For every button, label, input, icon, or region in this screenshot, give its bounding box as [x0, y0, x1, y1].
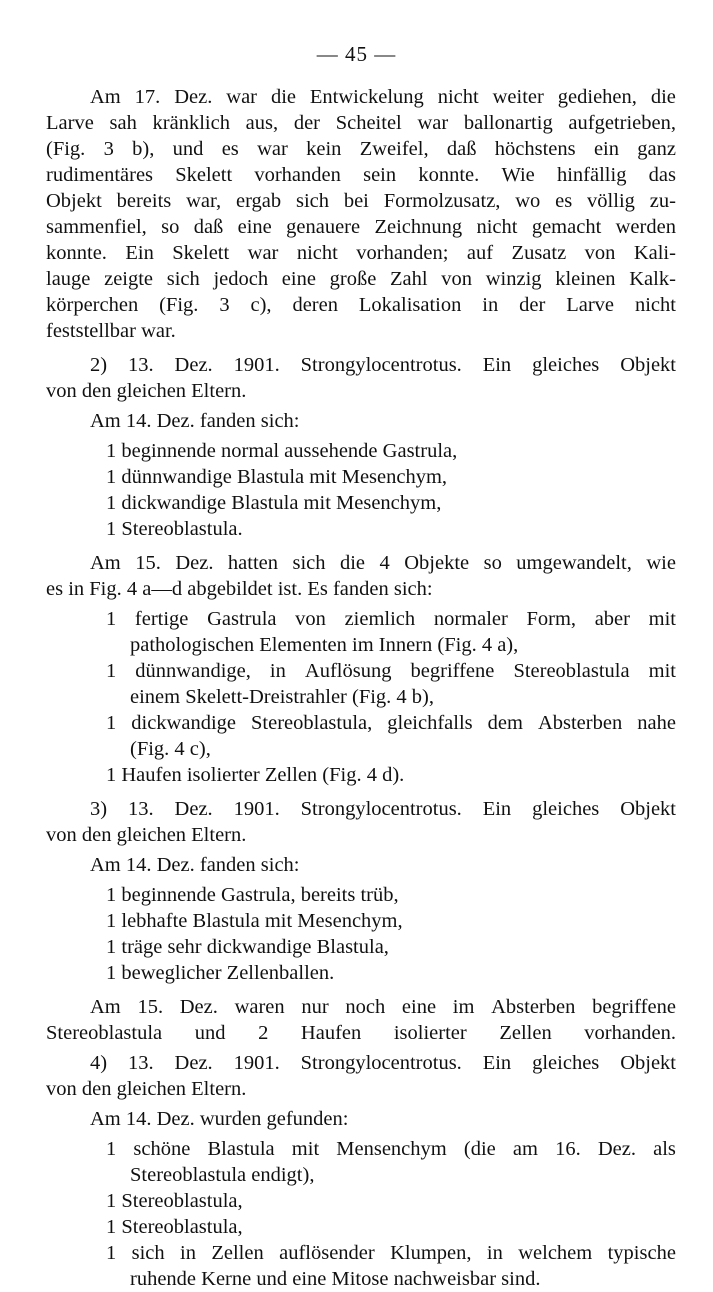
word: Haufen [300, 1022, 362, 1044]
word: die [270, 86, 296, 108]
word: ergab [235, 190, 282, 212]
word: 13. [128, 1052, 154, 1074]
list-item: 1 Stereoblastula. [106, 518, 243, 540]
word: Stereoblastula [513, 660, 630, 682]
word: 1 [106, 660, 117, 682]
word: Wie [501, 164, 535, 186]
word: der [519, 294, 546, 316]
word: umgewandelt, [516, 552, 632, 574]
word: rudimentäres [46, 164, 154, 186]
word: aufgetrieben, [568, 112, 676, 134]
word: wie [646, 552, 676, 574]
word: Am [90, 552, 121, 574]
word: Stereoblastula [46, 1022, 163, 1044]
word: gemacht [531, 216, 602, 238]
text-line: von den gleichen Eltern. [46, 824, 247, 846]
word: am [512, 1138, 538, 1160]
word: war [247, 242, 279, 264]
word: hinfällig [556, 164, 627, 186]
word: Zellen [499, 1022, 552, 1044]
word: so [161, 216, 180, 238]
word: Objekt [620, 354, 676, 376]
word: Dez. [179, 996, 218, 1018]
word: körperchen [46, 294, 139, 316]
word: Formolzusatz, [383, 190, 501, 212]
word: 4) [90, 1052, 108, 1074]
word: 13. [128, 798, 154, 820]
word: (Fig. [46, 138, 86, 160]
word: Stereoblastula, [251, 712, 373, 734]
list-item: 1 Haufen isolierter Zellen (Fig. 4 d). [106, 764, 405, 786]
list-item: 1 dickwandige Blastula mit Mesenchym, [106, 492, 442, 514]
text-line: feststellbar war. [46, 320, 176, 342]
word: typische [607, 1242, 676, 1264]
word: begriffene [410, 660, 495, 682]
word: 13. [128, 354, 154, 376]
word: mit [648, 608, 676, 630]
list-item [46, 1240, 676, 1266]
word: 2 [258, 1022, 269, 1044]
word: Zahl [390, 268, 428, 290]
word: sammenfiel, [46, 216, 147, 238]
word: gleiches [532, 1052, 600, 1074]
word: Kalk- [629, 268, 676, 290]
word: winzig [485, 268, 542, 290]
word: schöne [133, 1138, 191, 1160]
word: nahe [637, 712, 676, 734]
text-line [46, 84, 676, 110]
text-line [46, 994, 676, 1020]
text-line [46, 1050, 676, 1076]
word: und [194, 1022, 226, 1044]
text-line [46, 162, 676, 188]
word: deren [292, 294, 338, 316]
word: 16. [555, 1138, 581, 1160]
word: Ein [125, 242, 154, 264]
text-line [46, 266, 676, 292]
word: Ein [482, 354, 512, 376]
text-line [46, 214, 676, 240]
word: kränklich [152, 112, 230, 134]
word: Zeichnung [374, 216, 463, 238]
list-item-continuation: ruhende Kerne und eine Mitose nachweisbar sind. [130, 1268, 541, 1290]
word: 1901. [233, 1052, 280, 1074]
word: gediehen, [557, 86, 637, 108]
text-line [46, 1020, 676, 1046]
word: Absterben [537, 712, 623, 734]
text-line: Am 14. Dez. wurden gefunden: [90, 1108, 349, 1130]
word: 1 [106, 712, 117, 734]
list-item-continuation: einem Skelett-Dreistrahler (Fig. 4 b), [130, 686, 434, 708]
word: eine [237, 216, 272, 238]
word: c), [250, 294, 272, 316]
word: Objekt [620, 798, 676, 820]
word: im [452, 996, 475, 1018]
word: Skelett [172, 242, 230, 264]
text-line [46, 352, 676, 378]
text-line: von den gleichen Eltern. [46, 380, 247, 402]
word: 4 [379, 552, 390, 574]
word: 1 [106, 1242, 117, 1264]
word: waren [234, 996, 285, 1018]
word: es [221, 138, 239, 160]
word: noch [345, 996, 386, 1018]
word: der [293, 112, 320, 134]
word: zeigte [104, 268, 154, 290]
word: 15. [137, 996, 164, 1018]
word: (die [463, 1138, 496, 1160]
word: sich [292, 552, 326, 574]
word: nicht [476, 216, 518, 238]
word: sich [131, 1242, 165, 1264]
word: Zellen [211, 1242, 264, 1264]
word: auf [466, 242, 494, 264]
text-line [46, 550, 676, 576]
word: 3 [219, 294, 230, 316]
list-item: 1 Stereoblastula, [106, 1190, 243, 1212]
word: (Fig. [159, 294, 199, 316]
word: ein [593, 138, 619, 160]
word: wo [515, 190, 541, 212]
list-item-continuation: pathologischen Elementen im Innern (Fig. 4 a), [130, 634, 519, 656]
word: Am [90, 996, 121, 1018]
word: b), [132, 138, 155, 160]
word: 1 [106, 1138, 117, 1160]
word: bereits [116, 190, 172, 212]
word: Dez. [175, 552, 214, 574]
word: Dez. [174, 354, 213, 376]
list-item [46, 710, 676, 736]
word: nicht [634, 294, 676, 316]
word: 1901. [233, 354, 280, 376]
word: genauere [286, 216, 361, 238]
word: Dez. [174, 1052, 213, 1074]
word: Objekte [404, 552, 470, 574]
word: das [648, 164, 676, 186]
word: große [329, 268, 377, 290]
word: zu- [649, 190, 676, 212]
word: hatten [227, 552, 279, 574]
word: Ein [482, 798, 512, 820]
word: Gastrula [207, 608, 277, 630]
word: nur [301, 996, 329, 1018]
word: war [417, 112, 449, 134]
list-item: 1 beweglicher Zellenballen. [106, 962, 335, 984]
word: Larve [46, 112, 94, 134]
word: Auflösung [304, 660, 392, 682]
word: Dez. [597, 1138, 636, 1160]
list-item-continuation: (Fig. 4 c), [130, 738, 211, 760]
word: nicht [296, 242, 338, 264]
word: Strongylocentrotus. [300, 798, 462, 820]
text-line [46, 136, 676, 162]
word: auflösender [279, 1242, 375, 1264]
word: lauge [46, 268, 91, 290]
word: vorhanden [254, 164, 341, 186]
word: Ein [482, 1052, 512, 1074]
word: kleinen [555, 268, 616, 290]
word: Lokalisation [358, 294, 462, 316]
word: mit [648, 660, 676, 682]
text-line: Am 14. Dez. fanden sich: [90, 854, 300, 876]
list-item: 1 träge sehr dickwandige Blastula, [106, 936, 389, 958]
word: konnte. [418, 164, 480, 186]
word: und [172, 138, 204, 160]
word: aus, [245, 112, 279, 134]
list-item: 1 lebhafte Blastula mit Mesenchym, [106, 910, 403, 932]
word: völlig [587, 190, 635, 212]
word: ganz [637, 138, 676, 160]
text-line [46, 796, 676, 822]
word: 3 [103, 138, 114, 160]
word: dem [487, 712, 523, 734]
word: in [482, 294, 499, 316]
text-line: Am 14. Dez. fanden sich: [90, 410, 300, 432]
word: Objekt [46, 190, 102, 212]
word: die [650, 86, 676, 108]
word: Blastula [207, 1138, 275, 1160]
word: daß [193, 216, 224, 238]
word: Kali- [633, 242, 676, 264]
word: 1 [106, 608, 117, 630]
word: daß [446, 138, 477, 160]
word: 17. [134, 86, 161, 108]
word: kein [306, 138, 342, 160]
text-line [46, 240, 676, 266]
word: 3) [90, 798, 108, 820]
word: werden [615, 216, 676, 238]
word: Dez. [174, 86, 213, 108]
word: höchstens [494, 138, 576, 160]
word: als [653, 1138, 676, 1160]
list-item [46, 1136, 676, 1162]
word: isolierter [393, 1022, 467, 1044]
word: so [483, 552, 502, 574]
word: sich [295, 190, 329, 212]
list-item [46, 658, 676, 684]
word: in [486, 1242, 503, 1264]
list-item [46, 606, 676, 632]
word: sah [109, 112, 137, 134]
word: sein [363, 164, 397, 186]
word: weiter [492, 86, 544, 108]
word: es [555, 190, 573, 212]
text-line [46, 110, 676, 136]
word: Entwickelung [309, 86, 424, 108]
word: von [295, 608, 326, 630]
word: Skelett [175, 164, 233, 186]
text-line: von den gleichen Eltern. [46, 1078, 247, 1100]
list-item-continuation: Stereoblastula endigt), [130, 1164, 315, 1186]
word: von [441, 268, 473, 290]
word: dickwandige [131, 712, 236, 734]
word: 1901. [233, 798, 280, 820]
word: 15. [135, 552, 161, 574]
word: ballonartig [463, 112, 553, 134]
word: war, [186, 190, 222, 212]
list-item: 1 beginnende Gastrula, bereits trüb, [106, 884, 399, 906]
word: von [584, 242, 616, 264]
word: die [339, 552, 366, 574]
word: in [269, 660, 286, 682]
word: Am [90, 86, 121, 108]
word: vorhanden. [584, 1022, 676, 1044]
word: gleiches [532, 354, 600, 376]
word: Zusatz [511, 242, 567, 264]
word: sich [166, 268, 200, 290]
word: Absterben [491, 996, 576, 1018]
word: fertige [134, 608, 189, 630]
word: dünnwandige, [135, 660, 251, 682]
word: Scheitel [335, 112, 402, 134]
word: konnte. [46, 242, 107, 264]
word: Objekt [620, 1052, 676, 1074]
word: gleiches [532, 798, 600, 820]
text-line: es in Fig. 4 a—d abgebildet ist. Es fanden sich: [46, 578, 433, 600]
word: Dez. [174, 798, 213, 820]
word: mit [291, 1138, 320, 1160]
word: begriffene [592, 996, 676, 1018]
word: normaler [433, 608, 508, 630]
word: eine [401, 996, 437, 1018]
word: gleichfalls [387, 712, 473, 734]
word: war [226, 86, 258, 108]
word: 2) [90, 354, 108, 376]
word: Form, [526, 608, 577, 630]
word: nicht [437, 86, 479, 108]
word: jedoch [213, 268, 269, 290]
list-item: 1 beginnende normal aussehende Gastrula, [106, 440, 458, 462]
page-number: — 45 — [316, 42, 397, 66]
word: in [180, 1242, 196, 1264]
list-item: 1 dünnwandige Blastula mit Mesenchym, [106, 466, 448, 488]
text-line [46, 292, 676, 318]
word: eine [281, 268, 316, 290]
word: Larve [566, 294, 615, 316]
word: Mensenchym [336, 1138, 447, 1160]
list-item: 1 Stereoblastula, [106, 1216, 243, 1238]
word: bei [343, 190, 369, 212]
word: aber [594, 608, 630, 630]
word: Klumpen, [390, 1242, 472, 1264]
text-line [46, 188, 676, 214]
word: ziemlich [344, 608, 416, 630]
word: Zweifel, [359, 138, 429, 160]
word: war [257, 138, 288, 160]
word: welchem [518, 1242, 593, 1264]
word: vorhanden; [356, 242, 449, 264]
word: Strongylocentrotus. [300, 354, 462, 376]
word: Strongylocentrotus. [300, 1052, 462, 1074]
body-text [46, 84, 676, 1292]
